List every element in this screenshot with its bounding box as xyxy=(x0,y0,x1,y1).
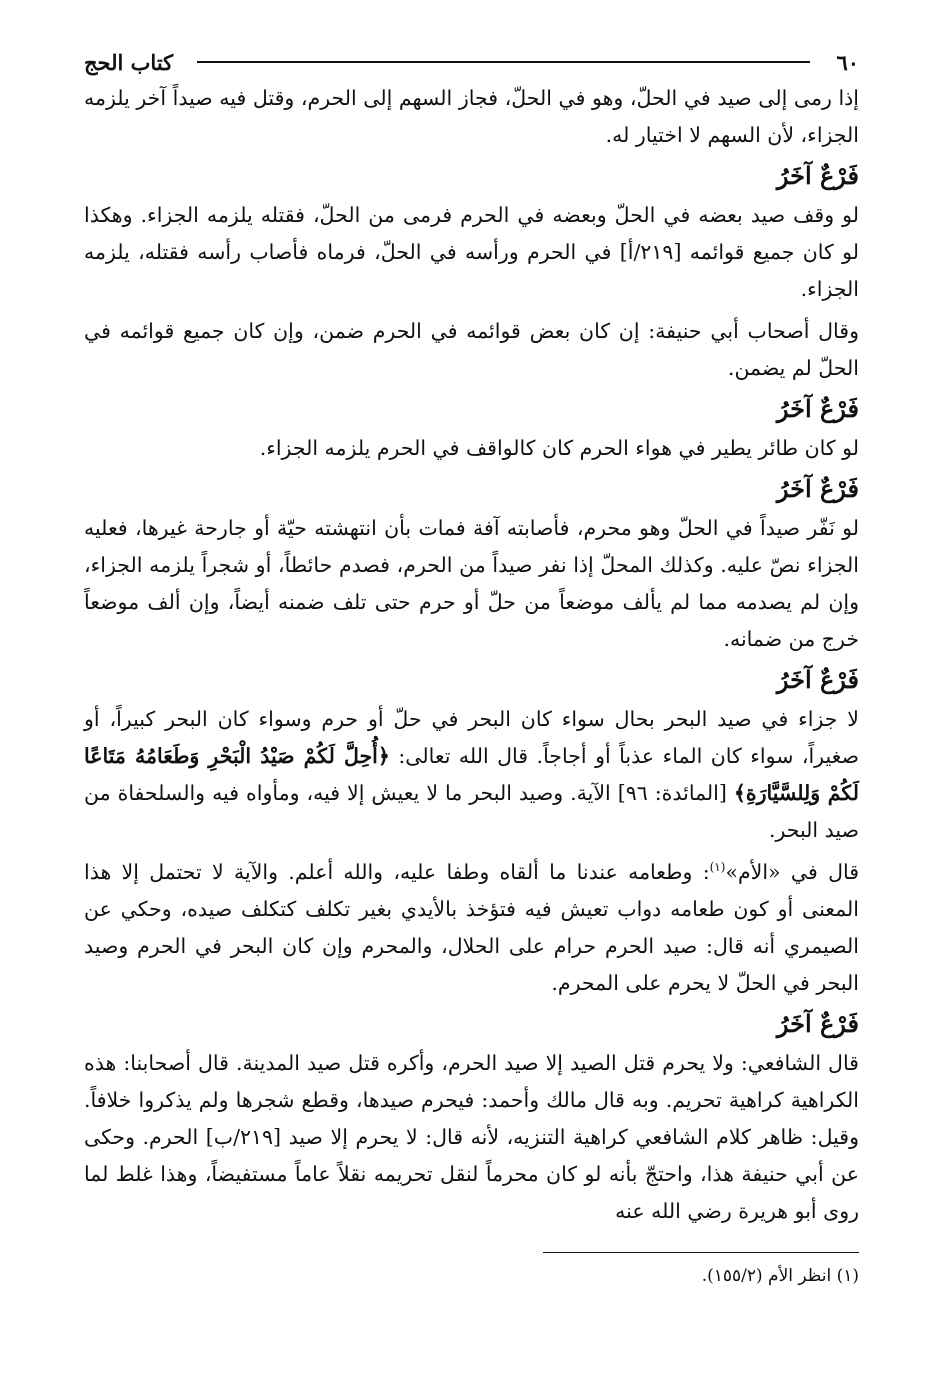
paragraph-7-text-a: قال في «الأم» xyxy=(725,860,860,884)
section-heading-4: فَرْعٌ آخَرُ xyxy=(776,665,859,694)
paragraph-6-text-a: لا جزاء في صيد البحر بحال سواء كان البحر في حلّ أو حرم وسواء كان البحر كبيراً، أو صغيراً، سواء كان الماء عذباً أو أجاجاً. قال الله تعالى: xyxy=(84,707,859,768)
section-heading-1: فَرْعٌ آخَرُ xyxy=(776,161,859,190)
paragraph-6-text-b: [المائدة: ٩٦] الآية. وصيد البحر ما لا يعيش إلا فيه، ومأواه فيه والسلحفاة من صيد البحر. xyxy=(84,781,859,842)
paragraph-2: لو وقف صيد بعضه في الحلّ وبعضه في الحرم فرمى من الحلّ، فقتله يلزمه الجزاء. وهكذا لو كان جميع قوائمه [٢١٩/أ] في الحرم ورأسه في الحلّ، فرماه فأصاب رأسه فقتله، يلزمه الجزاء. xyxy=(84,203,860,301)
section-heading-5: فَرْعٌ آخَرُ xyxy=(776,1009,859,1038)
paragraph-7-text-b: : وطعامه عندنا ما ألقاه وطفا عليه، والله أعلم. والآية لا تحتمل إلا هذا المعنى أو كون طعامه دواب تعيش فيه فتؤخذ بالأيدي بغير تكلف كتكلف صيده، وحكي عن الصيمري أنه قال: صيد الحرم حرام على الحلال، والمحرم وإن كان البحر في الحرم وصيد البحر في الحلّ لا يحرم على المحرم. xyxy=(84,860,859,995)
running-header xyxy=(84,44,859,80)
footnote-reference: (١) xyxy=(709,860,726,875)
section-heading-2: فَرْعٌ آخَرُ xyxy=(776,394,859,423)
paragraph-3: وقال أصحاب أبي حنيفة: إن كان بعض قوائمه في الحرم ضمن، وإن كان جميع قوائمه في الحلّ لم يضمن. xyxy=(84,319,859,380)
footnote: (١) انظر الأم (١٥٥/٢). xyxy=(701,1266,859,1286)
paragraph-7 xyxy=(84,854,859,1002)
footnote-rule xyxy=(543,1252,859,1253)
page-number: ٦٠ xyxy=(836,49,859,75)
header-rule xyxy=(197,61,810,63)
paragraph-4: لو كان طائر يطير في هواء الحرم كان كالواقف في الحرم يلزمه الجزاء. xyxy=(259,436,859,460)
paragraph-6 xyxy=(84,701,859,849)
book-title: كتاب الحج xyxy=(84,49,174,75)
paragraph-5: لو نَفّر صيداً في الحلّ وهو محرم، فأصابته آفة فمات بأن انتهشته حيّة أو جارحة غيرها، فعليه الجزاء نصّ عليه. وكذلك المحلّ إذا نفر صيداً من الحرم، فصدم حائطاً، أو شجراً يلزمه الجزاء، وإن لم يصدمه مما لم يألف موضعاً من حلّ أو حرم حتى تلف ضمنه أيضاً، وإن ألف موضعاً خرج من ضمانه. xyxy=(84,516,859,651)
quran-verse: ﴿أُحِلَّ لَكُمْ صَيْدُ الْبَحْرِ وَطَعَامُهُ مَتَاعًا لَكُمْ وَلِلسَّيَّارَةِ﴾ xyxy=(84,744,859,805)
section-heading-3: فَرْعٌ آخَرُ xyxy=(776,474,859,503)
body-text xyxy=(84,80,859,1230)
paragraph-1: إذا رمى إلى صيد في الحلّ، وهو في الحلّ، فجاز السهم إلى الحرم، وقتل فيه صيداً آخر يلزمه الجزاء، لأن السهم لا اختيار له. xyxy=(84,86,859,147)
paragraph-8: قال الشافعي: ولا يحرم قتل الصيد إلا صيد الحرم، وأكره قتل صيد المدينة. قال أصحابنا: هذه الكراهية كراهية تحريم. وبه قال مالك وأحمد: فيحرم صيدها، وقطع شجرها ولم يذكروا خلافاً. وقيل: ظاهر كلام الشافعي كراهية التنزيه، لأنه قال: لا يحرم إلا صيد [٢١٩/ب] الحرم. وحكى عن أبي حنيفة هذا، واحتجّ بأنه لو كان محرماً لنقل تحريمه نقلاً عاماً مستفيضاً، وهذا غلط لما روى أبو هريرة رضي الله عنه xyxy=(84,1051,859,1223)
